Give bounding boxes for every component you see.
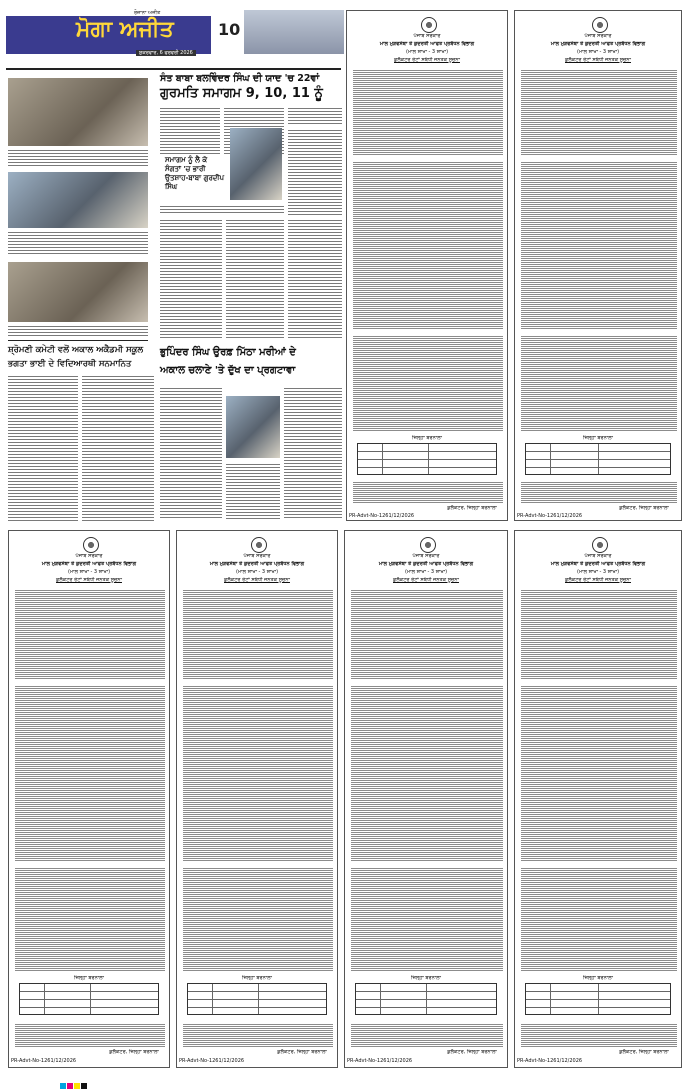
- notice-closing: [353, 481, 503, 503]
- notice-closing: [15, 1023, 165, 1047]
- obit-body-col-2: [226, 462, 280, 520]
- notice-topic: ਕੁਲੈਕਟਰ ਰੇਟਾਂ ਸਬੰਧੀ ਜਨਤਕ ਸੂਚਨਾ: [565, 577, 631, 583]
- notice-footer: PR-Advt-No-1261/12/2026: [349, 513, 415, 519]
- notice-list: [521, 685, 677, 861]
- obit-headline-1: ਭੁਪਿੰਦਰ ਸਿੰਘ ਉਰਫ਼ ਮਿੱਠਾ ਮਰੀਆਂ ਦੇ: [160, 347, 296, 358]
- notice-body-2: [521, 867, 677, 971]
- school-body-col-1: [8, 374, 78, 522]
- notice-dept: ਮਾਲ ਮੁੜਵਸੇਬਾ ਤੇ ਕੁਦਰਤੀ ਆਫਤ ਪ੍ਰਬੰਧਨ ਵਿਭਾਗ: [550, 561, 646, 567]
- students-photo: [8, 262, 148, 322]
- notice-table-header: ਜ਼ਿਲ੍ਹਾ ਬਰਨਾਲਾ: [242, 975, 272, 981]
- emblem-icon: [421, 17, 437, 33]
- notice-table-header: ਜ਼ਿਲ੍ਹਾ ਬਰਨਾਲਾ: [74, 975, 104, 981]
- notice-office: (ਮਾਲ ਸ਼ਾਖਾ - 3 ਸ਼ਾਖਾ): [235, 569, 279, 575]
- obit-headline-2: ਅਕਾਲ ਚਲਾਣੇ 'ਤੇ ਦੁੱਖ ਦਾ ਪ੍ਰਗਟਾਵਾ: [160, 365, 296, 376]
- notice-signature: ਕੁਲੈਕਟਰ, ਜ਼ਿਲ੍ਹਾ ਬਰਨਾਲਾ: [447, 1049, 497, 1055]
- masthead: [6, 10, 341, 70]
- notice-body: [353, 69, 503, 155]
- notice-signature: ਕੁਲੈਕਟਰ, ਜ਼ਿਲ੍ਹਾ ਬਰਨਾਲਾ: [447, 505, 497, 511]
- school-body-col-2: [82, 374, 154, 522]
- date-line: ਸ਼ੁਕਰਵਾਰ, 6 ਫਰਵਰੀ 2026: [136, 50, 196, 56]
- notice-govt: ਪੰਜਾਬ ਸਰਕਾਰ: [584, 553, 612, 559]
- body-break: [160, 204, 284, 214]
- body-col-1b: [160, 218, 222, 340]
- notice-footer: PR-Advt-No-1261/12/2026: [11, 1058, 77, 1064]
- emblem-icon: [592, 537, 608, 553]
- table-row: [358, 460, 496, 468]
- govt-notice-6: [514, 530, 682, 1068]
- table-row: [188, 992, 326, 1000]
- notice-body-2: [521, 335, 677, 431]
- govt-notice-3: [8, 530, 170, 1068]
- group-photo: [8, 172, 148, 228]
- notice-signature: ਕੁਲੈਕਟਰ, ਜ਼ਿਲ੍ਹਾ ਬਰਨਾਲਾ: [619, 505, 669, 511]
- notice-closing: [521, 481, 677, 503]
- notice-closing: [351, 1023, 503, 1047]
- notice-office: (ਮਾਲ ਸ਼ਾਖਾ - 3 ਸ਼ਾਖਾ): [576, 49, 620, 55]
- notice-topic: ਕੁਲੈਕਟਰ ਰੇਟਾਂ ਸਬੰਧੀ ਜਨਤਕ ਸੂਚਨਾ: [224, 577, 290, 583]
- school-headline-2: ਭਗਤਾ ਭਾਈ ਦੇ ਵਿਦਿਆਰਥੀ ਸਨਮਾਨਿਤ: [8, 359, 132, 369]
- print-slug: [0, 0, 687, 8]
- notice-table: [525, 983, 671, 1015]
- main-headline: ਸੰਤ ਬਾਬਾ ਬਲਵਿੰਦਰ ਸਿੰਘ ਦੀ ਯਾਦ 'ਚ 22ਵਾਂ: [160, 73, 320, 84]
- notice-table-header: ਜ਼ਿਲ੍ਹਾ ਬਰਨਾਲਾ: [411, 975, 441, 981]
- paper-name: ਮੋਗਾ ਅਜੀਤ: [76, 16, 174, 42]
- govt-notice-2: [514, 10, 682, 521]
- notice-list: [351, 685, 503, 861]
- notice-govt: ਪੰਜਾਬ ਸਰਕਾਰ: [243, 553, 271, 559]
- emblem-icon: [83, 537, 99, 553]
- pullquote: ਸਮਾਗਮ ਨੂੰ ਲੈ ਕੇ ਸੰਗਤਾਂ 'ਚ ਭਾਰੀ ਉਤਸ਼ਾਹ-ਬਾਬਾ ਗੁਰਦੀਪ ਸਿੰਘ: [165, 156, 225, 191]
- emblem-icon: [420, 537, 436, 553]
- notice-govt: ਪੰਜਾਬ ਸਰਕਾਰ: [584, 33, 612, 39]
- notice-table: [355, 983, 497, 1015]
- notice-dept: ਮਾਲ ਮੁੜਵਸੇਬਾ ਤੇ ਕੁਦਰਤੀ ਆਫਤ ਪ੍ਰਬੰਧਨ ਵਿਭਾਗ: [378, 561, 474, 567]
- saint-portrait: [230, 128, 282, 200]
- body-col-1a: [160, 106, 220, 154]
- table-row: [188, 1000, 326, 1008]
- table-row: [20, 1000, 158, 1008]
- notice-signature: ਕੁਲੈਕਟਰ, ਜ਼ਿਲ੍ਹਾ ਬਰਨਾਲਾ: [619, 1049, 669, 1055]
- notice-footer: PR-Advt-No-1261/12/2026: [517, 1058, 583, 1064]
- page-number: 10: [218, 20, 241, 39]
- notice-topic: ਕੁਲੈਕਟਰ ਰੇਟਾਂ ਸਬੰਧੀ ਜਨਤਕ ਸੂਚਨਾ: [394, 57, 460, 63]
- notice-table: [525, 443, 671, 475]
- notice-body-2: [351, 867, 503, 971]
- notice-table-header: ਜ਼ਿਲ੍ਹਾ ਬਰਨਾਲਾ: [412, 435, 442, 441]
- notice-office: (ਮਾਲ ਸ਼ਾਖਾ - 3 ਸ਼ਾਖਾ): [404, 569, 448, 575]
- notice-table: [19, 983, 159, 1015]
- emblem-icon: [251, 537, 267, 553]
- students-caption: [8, 324, 148, 338]
- notice-body: [183, 589, 333, 679]
- notice-dept: ਮਾਲ ਮੁੜਵਸੇਬਾ ਤੇ ਕੁਦਰਤੀ ਆਫਤ ਪ੍ਰਬੰਧਨ ਵਿਭਾਗ: [550, 41, 646, 47]
- photo-caption: [8, 148, 148, 166]
- notice-dept: ਮਾਲ ਮੁੜਵਸੇਬਾ ਤੇ ਕੁਦਰਤੀ ਆਫਤ ਪ੍ਰਬੰਧਨ ਵਿਭਾਗ: [209, 561, 305, 567]
- main-subheadline: ਗੁਰਮਤਿ ਸਮਾਗਮ 9, 10, 11 ਨੂੰ: [160, 86, 323, 101]
- notice-office: (ਮਾਲ ਸ਼ਾਖਾ - 3 ਸ਼ਾਖਾ): [405, 49, 449, 55]
- notice-govt: ਪੰਜਾਬ ਸਰਕਾਰ: [413, 33, 441, 39]
- table-row: [20, 984, 158, 992]
- notice-body: [351, 589, 503, 679]
- table-row: [188, 984, 326, 992]
- school-headline-1: ਸ਼੍ਰੋਮਣੀ ਕਮੇਟੀ ਵਲੋਂ ਅਕਾਲ ਅਕੈਡਮੀ ਸਕੂਲ: [8, 345, 144, 355]
- body-col-3a: [288, 106, 342, 126]
- notice-body-2: [353, 335, 503, 431]
- table-row: [358, 452, 496, 460]
- notice-body: [521, 589, 677, 679]
- notice-table-header: ਜ਼ਿਲ੍ਹਾ ਬਰਨਾਲਾ: [583, 975, 613, 981]
- notice-list: [15, 685, 165, 861]
- notice-table: [357, 443, 497, 475]
- obit-body-col-1: [160, 386, 222, 520]
- govt-notice-5: [344, 530, 508, 1068]
- notice-signature: ਕੁਲੈਕਟਰ, ਜ਼ਿਲ੍ਹਾ ਬਰਨਾਲਾ: [277, 1049, 327, 1055]
- notice-dept: ਮਾਲ ਮੁੜਵਸੇਬਾ ਤੇ ਕੁਦਰਤੀ ਆਫਤ ਪ੍ਰਬੰਧਨ ਵਿਭਾਗ: [379, 41, 475, 47]
- notice-table-header: ਜ਼ਿਲ੍ਹਾ ਬਰਨਾਲਾ: [583, 435, 613, 441]
- notice-govt: ਪੰਜਾਬ ਸਰਕਾਰ: [75, 553, 103, 559]
- body-col-3b: [288, 128, 342, 216]
- supplement-label: ਰੋਜ਼ਾਨਾ ਅਜੀਤ: [134, 10, 161, 16]
- notice-office: (ਮਾਲ ਸ਼ਾਖਾ - 3 ਸ਼ਾਖਾ): [576, 569, 620, 575]
- notice-topic: ਕੁਲੈਕਟਰ ਰੇਟਾਂ ਸਬੰਧੀ ਜਨਤਕ ਸੂਚਨਾ: [565, 57, 631, 63]
- notice-closing: [521, 1023, 677, 1047]
- notice-body-2: [183, 867, 333, 971]
- notice-body: [521, 69, 677, 155]
- divider: [8, 340, 148, 341]
- govt-notice-4: [176, 530, 338, 1068]
- photo-caption-2: [8, 230, 148, 256]
- notice-footer: PR-Advt-No-1261/12/2026: [517, 513, 583, 519]
- notice-body: [15, 589, 165, 679]
- obit-portrait: [226, 396, 280, 458]
- govt-notice-1: [346, 10, 508, 521]
- obit-body-col-3: [284, 386, 342, 520]
- notice-dept: ਮਾਲ ਮੁੜਵਸੇਬਾ ਤੇ ਕੁਦਰਤੀ ਆਫਤ ਪ੍ਰਬੰਧਨ ਵਿਭਾਗ: [41, 561, 137, 567]
- event-photo: [8, 78, 148, 146]
- notice-office: (ਮਾਲ ਸ਼ਾਖਾ - 3 ਸ਼ਾਖਾ): [67, 569, 111, 575]
- notice-govt: ਪੰਜਾਬ ਸਰਕਾਰ: [412, 553, 440, 559]
- notice-list: [353, 161, 503, 329]
- body-col-3c: [288, 218, 342, 340]
- notice-closing: [183, 1023, 333, 1047]
- masthead-photo: [244, 10, 344, 54]
- body-col-2b: [226, 218, 284, 340]
- notice-table: [187, 983, 327, 1015]
- notice-body-2: [15, 867, 165, 971]
- print-color-bar: [0, 1079, 687, 1089]
- table-row: [20, 992, 158, 1000]
- notice-footer: PR-Advt-No-1261/12/2026: [347, 1058, 413, 1064]
- notice-signature: ਕੁਲੈਕਟਰ, ਜ਼ਿਲ੍ਹਾ ਬਰਨਾਲਾ: [109, 1049, 159, 1055]
- emblem-icon: [592, 17, 608, 33]
- notice-list: [183, 685, 333, 861]
- notice-list: [521, 161, 677, 329]
- notice-topic: ਕੁਲੈਕਟਰ ਰੇਟਾਂ ਸਬੰਧੀ ਜਨਤਕ ਸੂਚਨਾ: [56, 577, 122, 583]
- table-row: [358, 444, 496, 452]
- notice-footer: PR-Advt-No-1261/12/2026: [179, 1058, 245, 1064]
- notice-topic: ਕੁਲੈਕਟਰ ਰੇਟਾਂ ਸਬੰਧੀ ਜਨਤਕ ਸੂਚਨਾ: [393, 577, 459, 583]
